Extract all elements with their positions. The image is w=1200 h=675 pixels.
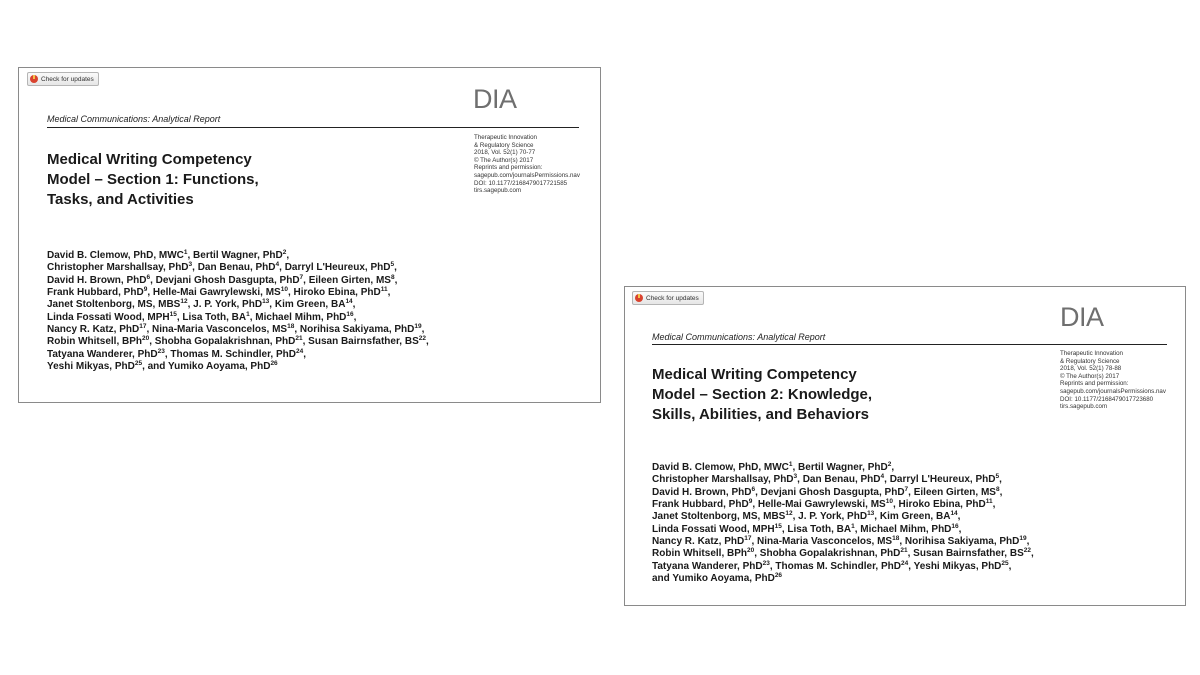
journal-metadata-line: tirs.sagepub.com xyxy=(474,187,522,195)
author-name: , xyxy=(394,274,398,286)
author-name: , xyxy=(957,511,961,523)
author-name: , xyxy=(958,523,962,535)
author-name: , J. P. York, PhD xyxy=(187,299,263,311)
author-name: , Dan Benau, PhD xyxy=(192,262,276,274)
journal-metadata-line: tirs.sagepub.com xyxy=(1060,403,1108,411)
author-name: , Helle-Mai Gawrylewski, MS xyxy=(752,499,886,511)
author-name: , xyxy=(1026,536,1030,548)
author-name: , Kim Green, BA xyxy=(874,511,951,523)
affiliation-number: 25 xyxy=(1001,559,1009,567)
header-rule xyxy=(652,344,1167,345)
author-name: , xyxy=(992,499,996,511)
author-name: Nancy R. Katz, PhD xyxy=(47,324,140,336)
affiliation-number: 1 xyxy=(183,249,188,256)
affiliation-number: 24 xyxy=(295,347,304,355)
author-name: , Darryl L'Heureux, PhD xyxy=(884,474,996,486)
author-name: , Eileen Girten, MS xyxy=(303,274,391,286)
author-name: Janet Stoltenborg, MS, MBS xyxy=(47,299,181,311)
author-name: Christopher Marshallsay, PhD xyxy=(47,262,189,274)
affiliation-number: 3 xyxy=(793,473,798,481)
author-name: Nancy R. Katz, PhD xyxy=(652,536,745,548)
author-list xyxy=(652,462,1034,585)
affiliation-number: 24 xyxy=(900,559,909,567)
paper-title-line: Model – Section 1: Functions, xyxy=(47,171,259,188)
author-name: , Susan Bairnsfather, BS xyxy=(907,548,1024,560)
author-name: Robin Whitsell, BPh xyxy=(47,336,142,348)
affiliation-number: 15 xyxy=(774,522,782,530)
affiliation-number: 14 xyxy=(345,298,353,306)
affiliation-number: 10 xyxy=(885,498,893,506)
affiliation-number: 4 xyxy=(880,473,885,481)
crossmark-icon xyxy=(30,75,38,83)
author-name: Frank Hubbard, PhD xyxy=(47,287,144,299)
author-name: , Shobha Gopalakrishnan, PhD xyxy=(149,336,296,348)
author-name: , Thomas M. Schindler, PhD xyxy=(164,348,296,360)
author-name: , xyxy=(999,474,1002,486)
journal-metadata-line: Therapeutic Innovation xyxy=(474,134,537,141)
dia-logo: DIA xyxy=(1060,302,1104,332)
paper-title-line: Medical Writing Competency xyxy=(47,151,252,168)
author-line xyxy=(652,474,1034,486)
affiliation-number: 11 xyxy=(985,498,993,506)
author-name: , Yeshi Mikyas, PhD xyxy=(908,560,1002,572)
author-name: , Nina-Maria Vasconcelos, MS xyxy=(751,536,893,548)
journal-metadata xyxy=(474,134,580,195)
author-name: , Bertil Wagner, PhD xyxy=(187,250,283,261)
author-name: Robin Whitsell, BPh xyxy=(652,548,747,560)
author-line xyxy=(652,536,1034,548)
affiliation-number: 21 xyxy=(900,547,908,555)
affiliation-number: 10 xyxy=(280,286,288,294)
author-name: , Bertil Wagner, PhD xyxy=(792,462,888,473)
journal-metadata-line: Reprints and permission: xyxy=(474,164,543,172)
author-name: , xyxy=(303,348,306,360)
journal-metadata-line: DOI: 10.1177/2168479017723680 xyxy=(1060,395,1154,403)
author-line xyxy=(652,487,1034,499)
journal-metadata-line: 2018, Vol. 52(1) 78-88 xyxy=(1060,365,1122,373)
affiliation-number: 13 xyxy=(867,510,875,518)
journal-metadata-line: © The Author(s) 2017 xyxy=(1060,372,1120,380)
author-name: , xyxy=(387,287,391,299)
journal-metadata-line: © The Author(s) 2017 xyxy=(474,156,534,164)
affiliation-number: 8 xyxy=(995,485,1000,493)
affiliation-number: 11 xyxy=(380,286,388,294)
affiliation-number: 4 xyxy=(275,261,280,269)
author-line xyxy=(47,262,429,274)
journal-section-label: Medical Communications: Analytical Report xyxy=(47,114,221,124)
author-name: , Eileen Girten, MS xyxy=(908,486,996,498)
author-line xyxy=(652,511,1034,523)
paper-title-line: Skills, Abilities, and Behaviors xyxy=(652,406,870,423)
check-for-updates-label: Check for updates xyxy=(41,75,94,83)
author-name: , xyxy=(891,462,895,473)
paper-title-line: Tasks, and Activities xyxy=(47,191,194,208)
author-name: Tatyana Wanderer, PhD xyxy=(652,560,763,572)
journal-metadata-line: Therapeutic Innovation xyxy=(1060,350,1123,357)
author-name: , Helle-Mai Gawrylewski, MS xyxy=(147,287,281,299)
journal-metadata-line: sagepub.com/journalsPermissions.nav xyxy=(474,171,580,179)
author-line xyxy=(47,336,429,348)
paper-title-line: Model – Section 2: Knowledge, xyxy=(652,386,873,403)
affiliation-number: 20 xyxy=(142,335,150,343)
paper-page-section-2 xyxy=(624,286,1186,606)
author-line xyxy=(47,324,429,336)
author-name: Tatyana Wanderer, PhD xyxy=(47,348,158,360)
journal-metadata-line: & Regulatory Science xyxy=(474,141,534,149)
affiliation-number: 25 xyxy=(134,360,143,368)
author-name: , xyxy=(353,311,357,323)
dia-logo: DIA xyxy=(473,84,517,114)
author-name: Linda Fossati Wood, MPH xyxy=(47,311,170,323)
author-name: Linda Fossati Wood, MPH xyxy=(652,523,775,535)
affiliation-number: 16 xyxy=(346,310,354,318)
author-name: Frank Hubbard, PhD xyxy=(652,499,749,511)
affiliation-number: 19 xyxy=(414,323,422,331)
author-name: and Yumiko Aoyama, PhD xyxy=(652,573,775,585)
author-name: Yeshi Mikyas, PhD xyxy=(47,361,135,373)
journal-metadata-line: Reprints and permission: xyxy=(1060,380,1129,388)
affiliation-number: 15 xyxy=(169,310,177,318)
check-for-updates-label: Check for updates xyxy=(646,294,699,302)
paper-title xyxy=(652,365,872,425)
affiliation-number: 21 xyxy=(295,335,303,343)
affiliation-number: 5 xyxy=(995,473,1000,481)
affiliation-number: 6 xyxy=(751,485,756,493)
author-name: , Devjani Ghosh Dasgupta, PhD xyxy=(150,274,300,286)
author-name: , Kim Green, BA xyxy=(269,299,346,311)
affiliation-number: 22 xyxy=(1023,547,1031,555)
author-name: , xyxy=(286,250,290,261)
journal-metadata-line: 2018, Vol. 52(1) 70-77 xyxy=(474,149,536,157)
affiliation-number: 1 xyxy=(246,310,250,318)
author-name: , Lisa Toth, BA xyxy=(176,311,247,323)
affiliation-number: 7 xyxy=(299,273,304,281)
author-name: , Susan Bairnsfather, BS xyxy=(302,336,419,348)
author-name: David H. Brown, PhD xyxy=(652,486,752,498)
crossmark-icon xyxy=(635,294,643,302)
author-line xyxy=(47,361,429,373)
journal-section-label: Medical Communications: Analytical Report xyxy=(652,332,826,342)
journal-metadata-line: DOI: 10.1177/2168479017721585 xyxy=(474,179,568,187)
affiliation-number: 3 xyxy=(188,261,193,269)
affiliation-number: 2 xyxy=(887,461,892,468)
affiliation-number: 6 xyxy=(146,273,151,281)
author-name: , xyxy=(421,324,425,336)
affiliation-number: 8 xyxy=(390,273,395,281)
paper-page-section-1 xyxy=(18,67,601,403)
author-line xyxy=(47,287,429,299)
author-list xyxy=(47,250,429,373)
author-name: , Darryl L'Heureux, PhD xyxy=(279,262,391,274)
author-line xyxy=(652,524,1034,536)
author-line xyxy=(47,349,429,361)
author-name: , and Yumiko Aoyama, PhD xyxy=(142,361,271,373)
author-name: , xyxy=(426,336,429,348)
affiliation-number: 1 xyxy=(788,461,793,468)
affiliation-number: 9 xyxy=(143,286,148,294)
author-name: , xyxy=(1031,548,1034,560)
author-name: , Michael Mihm, PhD xyxy=(249,311,347,323)
author-name: , Hiroko Ebina, PhD xyxy=(892,499,986,511)
author-name: Christopher Marshallsay, PhD xyxy=(652,474,794,486)
author-name: , Lisa Toth, BA xyxy=(781,523,852,535)
affiliation-number: 23 xyxy=(157,347,165,355)
author-name: , Hiroko Ebina, PhD xyxy=(287,287,381,299)
journal-metadata-line: sagepub.com/journalsPermissions.nav xyxy=(1060,387,1166,395)
author-line xyxy=(47,312,429,324)
journal-metadata xyxy=(1060,350,1166,411)
author-name: David B. Clemow, PhD, MWC xyxy=(47,250,184,261)
author-name: , Dan Benau, PhD xyxy=(797,474,881,486)
affiliation-number: 2 xyxy=(282,249,287,256)
author-name: , xyxy=(999,486,1003,498)
author-line xyxy=(652,573,1034,585)
affiliation-number: 19 xyxy=(1019,535,1027,543)
author-name: , xyxy=(352,299,356,311)
affiliation-number: 1 xyxy=(851,522,855,530)
author-line xyxy=(652,462,1034,474)
author-name: , xyxy=(394,262,397,274)
author-name: Janet Stoltenborg, MS, MBS xyxy=(652,511,786,523)
author-line xyxy=(47,299,429,311)
author-name: , Michael Mihm, PhD xyxy=(854,523,952,535)
affiliation-number: 23 xyxy=(762,559,770,567)
header-rule xyxy=(47,127,579,128)
affiliation-number: 12 xyxy=(785,510,793,518)
author-name: , Nina-Maria Vasconcelos, MS xyxy=(146,324,288,336)
check-for-updates-button[interactable] xyxy=(632,291,704,305)
author-name: , Devjani Ghosh Dasgupta, PhD xyxy=(755,486,905,498)
affiliation-number: 17 xyxy=(139,323,147,331)
author-line xyxy=(47,250,429,262)
author-name: , J. P. York, PhD xyxy=(792,511,868,523)
journal-metadata-line: & Regulatory Science xyxy=(1060,357,1120,365)
author-name: , Norihisa Sakiyama, PhD xyxy=(294,324,415,336)
affiliation-number: 9 xyxy=(748,498,753,506)
affiliation-number: 17 xyxy=(744,535,752,543)
check-for-updates-button[interactable] xyxy=(27,72,99,86)
author-name: , Thomas M. Schindler, PhD xyxy=(769,560,901,572)
author-name: , Shobha Gopalakrishnan, PhD xyxy=(754,548,901,560)
paper-title-line: Medical Writing Competency xyxy=(652,366,857,383)
affiliation-number: 26 xyxy=(270,360,278,368)
affiliation-number: 22 xyxy=(418,335,426,343)
author-line xyxy=(652,561,1034,573)
affiliation-number: 16 xyxy=(951,522,959,530)
author-line xyxy=(652,548,1034,560)
affiliation-number: 14 xyxy=(950,510,958,518)
author-name: , xyxy=(1008,560,1012,572)
affiliation-number: 5 xyxy=(390,261,395,269)
affiliation-number: 12 xyxy=(180,298,188,306)
affiliation-number: 20 xyxy=(747,547,755,555)
author-name: David H. Brown, PhD xyxy=(47,274,147,286)
author-name: , Norihisa Sakiyama, PhD xyxy=(899,536,1020,548)
author-line xyxy=(652,499,1034,511)
affiliation-number: 18 xyxy=(892,535,900,543)
affiliation-number: 13 xyxy=(262,298,270,306)
author-name: David B. Clemow, PhD, MWC xyxy=(652,462,789,473)
affiliation-number: 18 xyxy=(287,323,295,331)
author-line xyxy=(47,275,429,287)
paper-title xyxy=(47,150,259,210)
affiliation-number: 7 xyxy=(904,485,909,493)
affiliation-number: 26 xyxy=(774,572,783,580)
